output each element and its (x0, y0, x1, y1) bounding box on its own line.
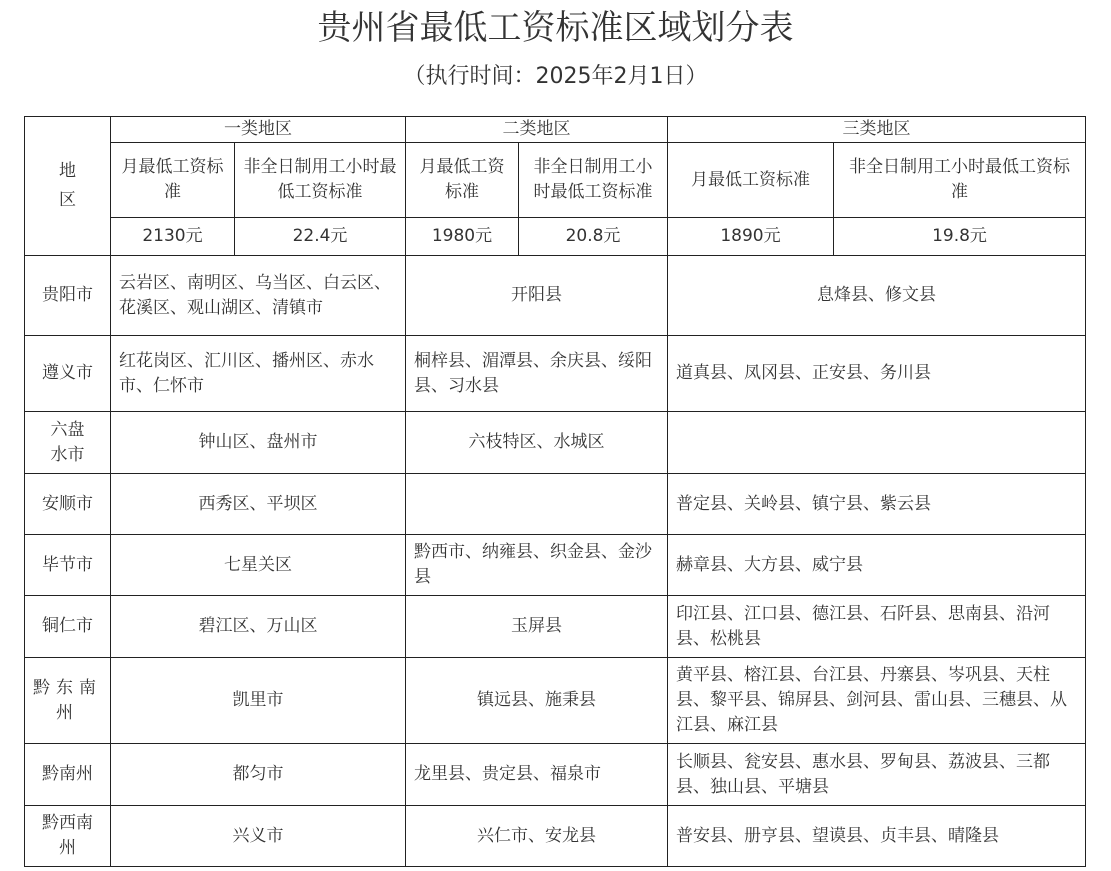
class3-cell: 赫章县、大方县、威宁县 (668, 535, 1086, 596)
region-cell: 贵阳市 (25, 256, 111, 336)
region-cell: 黔西南州 (25, 806, 111, 867)
class1-cell: 西秀区、平坝区 (111, 474, 406, 535)
region-cell: 安顺市 (25, 474, 111, 535)
class1-cell: 都匀市 (111, 744, 406, 806)
class1-header: 一类地区 (111, 117, 406, 143)
table-row (25, 256, 1086, 336)
class2-cell: 黔西市、纳雍县、织金县、金沙县 (406, 535, 668, 596)
class2-cell: 龙里县、贵定县、福泉市 (406, 744, 668, 806)
class3-hourly-label: 非全日制用工小时最低工资标准 (834, 143, 1086, 218)
class2-cell: 兴仁市、安龙县 (406, 806, 668, 867)
class2-monthly-value: 1980元 (406, 218, 519, 256)
class3-cell: 道真县、凤冈县、正安县、务川县 (668, 336, 1086, 412)
class1-cell: 红花岗区、汇川区、播州区、赤水市、仁怀市 (111, 336, 406, 412)
class2-hourly-label: 非全日制用工小时最低工资标准 (519, 143, 668, 218)
class3-header: 三类地区 (668, 117, 1086, 143)
region-cell: 遵义市 (25, 336, 111, 412)
class3-cell (668, 412, 1086, 474)
class1-cell: 兴义市 (111, 806, 406, 867)
class1-hourly-value: 22.4元 (235, 218, 406, 256)
class2-cell: 六枝特区、水城区 (406, 412, 668, 474)
table-row (25, 806, 1086, 867)
class2-cell (406, 474, 668, 535)
wage-zone-table (24, 116, 1086, 867)
table-row (25, 474, 1086, 535)
class3-hourly-value: 19.8元 (834, 218, 1086, 256)
region-cell: 毕节市 (25, 535, 111, 596)
class2-hourly-value: 20.8元 (519, 218, 668, 256)
region-cell: 铜仁市 (25, 596, 111, 658)
class1-cell: 钟山区、盘州市 (111, 412, 406, 474)
class3-monthly-value: 1890元 (668, 218, 834, 256)
class2-monthly-label: 月最低工资标准 (406, 143, 519, 218)
table-row (25, 535, 1086, 596)
class1-cell: 凯里市 (111, 658, 406, 744)
region-header (25, 117, 111, 256)
class1-cell: 碧江区、万山区 (111, 596, 406, 658)
class2-cell: 镇远县、施秉县 (406, 658, 668, 744)
class2-header: 二类地区 (406, 117, 668, 143)
region-header-label: 地区 (59, 161, 76, 210)
class3-cell: 黄平县、榕江县、台江县、丹寨县、岑巩县、天柱县、黎平县、锦屏县、剑河县、雷山县、三穗县、从江县、麻江县 (668, 658, 1086, 744)
class3-monthly-label: 月最低工资标准 (668, 143, 834, 218)
table-row (25, 412, 1086, 474)
table-row (25, 658, 1086, 744)
class2-cell: 桐梓县、湄潭县、余庆县、绥阳县、习水县 (406, 336, 668, 412)
page-title: 贵州省最低工资标准区域划分表 (317, 8, 794, 48)
class1-cell: 云岩区、南明区、乌当区、白云区、花溪区、观山湖区、清镇市 (111, 256, 406, 336)
region-cell: 六盘水市 (25, 412, 111, 474)
class2-cell: 玉屏县 (406, 596, 668, 658)
class1-monthly-label: 月最低工资标准 (111, 143, 235, 218)
class3-cell: 普安县、册亨县、望谟县、贞丰县、晴隆县 (668, 806, 1086, 867)
class1-hourly-label: 非全日制用工小时最低工资标准 (235, 143, 406, 218)
class1-cell: 七星关区 (111, 535, 406, 596)
region-cell: 黔东南州 (25, 658, 111, 744)
region-cell: 黔南州 (25, 744, 111, 806)
class3-cell: 长顺县、瓮安县、惠水县、罗甸县、荔波县、三都县、独山县、平塘县 (668, 744, 1086, 806)
class2-cell: 开阳县 (406, 256, 668, 336)
class1-monthly-value: 2130元 (111, 218, 235, 256)
table-row (25, 744, 1086, 806)
table-row (25, 596, 1086, 658)
class3-cell: 印江县、江口县、德江县、石阡县、思南县、沿河县、松桃县 (668, 596, 1086, 658)
effective-date: （执行时间：2025年2月1日） (403, 64, 708, 89)
table-row (25, 336, 1086, 412)
class3-cell: 息烽县、修文县 (668, 256, 1086, 336)
class3-cell: 普定县、关岭县、镇宁县、紫云县 (668, 474, 1086, 535)
